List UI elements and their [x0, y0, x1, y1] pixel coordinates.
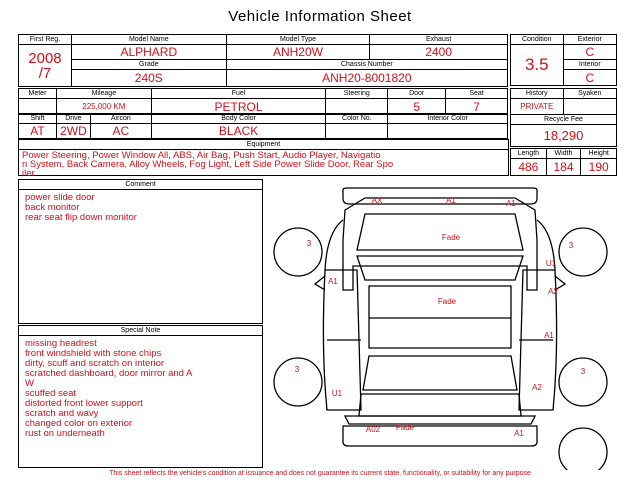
disclaimer-footer: This sheet reflects the vehicle's condition at issuance and does not guarantee its current state, functionality, or suitability for any purpose — [109, 470, 531, 477]
syaken-value — [563, 99, 616, 115]
comment-item: rear seat flip down monitor — [25, 212, 137, 223]
width-label: Width — [546, 149, 581, 159]
length-value: 486 — [511, 159, 547, 176]
hood-outline — [357, 214, 523, 250]
special-note-item: front windshield with stone chips — [25, 348, 162, 359]
special-note-list — [19, 336, 262, 442]
fuel-label: Fuel — [151, 89, 326, 99]
first-reg-month: /7 — [38, 64, 52, 82]
length-label: Length — [511, 149, 547, 159]
equipment-box — [18, 139, 509, 179]
damage-mark-tire-rr: 3 — [580, 367, 586, 376]
damage-mark-rear-a02: A02 — [365, 425, 381, 434]
first-reg-year: 2008 — [28, 49, 62, 67]
tire-rear-right-icon — [559, 358, 607, 406]
door-value: 5 — [388, 99, 446, 115]
damage-mark-tire-fl: 3 — [306, 239, 312, 248]
aircon-value: AC — [90, 124, 151, 139]
special-note-item: missing headrest — [25, 338, 97, 349]
shift-value: AT — [19, 124, 57, 139]
rear-window-outline — [363, 356, 517, 390]
syaken-label: Syaken — [563, 89, 616, 99]
meter-label: Meter — [19, 89, 57, 99]
history-value: PRIVATE — [511, 99, 564, 115]
seat-value: 7 — [446, 99, 508, 115]
damage-mark-front-left: AX — [371, 196, 383, 205]
steering-label: Steering — [326, 89, 388, 99]
chassis-value: ANH20-8001820 — [226, 70, 507, 87]
shift-label: Shift — [19, 114, 57, 124]
condition-label: Condition — [511, 35, 564, 45]
tire-front-right-icon — [559, 228, 607, 276]
history-label: History — [511, 89, 564, 99]
comment-label: Comment — [19, 180, 262, 190]
damage-mark-tire-rl: 3 — [294, 365, 300, 374]
vehicle-color-table — [18, 113, 508, 139]
mileage-value: 225,000 KM — [56, 99, 151, 115]
exterior-label: Exterior — [563, 35, 616, 45]
special-note-item: rust on underneath — [25, 428, 105, 439]
special-note-item: distorted front lower support — [25, 398, 143, 409]
damage-mark-front-right: A1 — [506, 199, 516, 208]
mileage-label: Mileage — [56, 89, 151, 99]
damage-mark-side-a2-upper: A2 — [548, 287, 558, 296]
comment-item: back monitor — [25, 202, 80, 213]
exterior-value: C — [563, 45, 616, 60]
page-title: Vehicle Information Sheet — [228, 8, 412, 25]
roof-outline — [369, 286, 511, 348]
special-note-item: scratched dashboard, door mirror and A — [25, 368, 193, 379]
special-note-item: changed color on exterior — [25, 418, 133, 429]
damage-mark-side-a2-lower: A2 — [532, 383, 542, 392]
tailgate-outline — [359, 394, 521, 416]
interior-label: Interior — [563, 60, 616, 70]
equipment-line: n System, Back Camera, Alloy Wheels, Fog Light, Left Side Power Slide Door, Rear Spo — [22, 159, 394, 170]
damage-mark-fade-roof: Fade — [437, 297, 457, 306]
model-name-value: ALPHARD — [71, 45, 226, 60]
fuel-value: PETROL — [151, 99, 326, 115]
exhaust-label: Exhaust — [370, 35, 508, 45]
exhaust-value: 2400 — [370, 45, 508, 60]
condition-value: 3.5 — [511, 45, 564, 86]
damage-mark-front-mid: A1 — [446, 196, 456, 205]
comment-box — [18, 179, 263, 324]
first-reg-value — [19, 45, 72, 87]
interior-value: C — [563, 70, 616, 86]
damage-mark-fade-rear: Fade — [395, 423, 415, 432]
car-damage-diagram — [265, 180, 625, 470]
damage-mark-side-a1-right: A1 — [544, 331, 554, 340]
drive-value: 2WD — [56, 124, 90, 139]
chassis-label: Chassis Number — [226, 60, 507, 70]
damage-mark-fade-front: Fade — [441, 233, 461, 242]
grade-label: Grade — [71, 60, 226, 70]
vehicle-info-table — [18, 34, 508, 87]
color-no-value — [326, 124, 388, 139]
grade-value: 240S — [71, 70, 226, 87]
comment-item: power slide door — [25, 192, 95, 203]
seat-label: Seat — [446, 89, 508, 99]
equipment-line: Power Steering, Power Window All, ABS, Air Bag, Push Start, Audio Player, Navigatio — [22, 150, 381, 161]
condition-table — [510, 34, 617, 86]
equipment-list — [19, 150, 508, 179]
drive-label: Drive — [56, 114, 90, 124]
windshield-outline — [357, 256, 523, 280]
equipment-label: Equipment — [19, 140, 508, 150]
first-reg-label: First Reg. — [19, 35, 72, 45]
dimensions-table — [510, 148, 617, 176]
special-note-item: dirty, scuff and scratch on interior — [25, 358, 165, 369]
special-note-item: scratch and wavy — [25, 408, 99, 419]
color-no-label: Color No. — [326, 114, 388, 124]
damage-mark-rear-a1: A1 — [514, 429, 524, 438]
model-type-label: Model Type — [226, 35, 370, 45]
door-label: Door — [388, 89, 446, 99]
body-color-value: BLACK — [151, 124, 326, 139]
width-value: 184 — [546, 159, 581, 176]
recycle-fee-label: Recycle Fee — [511, 115, 617, 125]
height-label: Height — [581, 149, 617, 159]
special-note-item: scuffed seat — [25, 388, 77, 399]
damage-mark-side-u1: U1 — [545, 259, 557, 268]
front-body-outline — [343, 198, 537, 290]
vehicle-spec-table — [18, 88, 508, 115]
model-type-value: ANH20W — [226, 45, 370, 60]
aircon-label: Aircon — [90, 114, 151, 124]
comment-list — [19, 190, 262, 226]
height-value: 190 — [581, 159, 617, 176]
interior-color-value — [388, 124, 508, 139]
body-color-label: Body Color — [151, 114, 326, 124]
history-table — [510, 88, 617, 147]
damage-mark-side-u1-lower: U1 — [331, 389, 343, 398]
interior-color-label: Interior Color — [388, 114, 508, 124]
damage-mark-side-a1-left: A1 — [328, 277, 338, 286]
equipment-line: iler — [22, 168, 35, 179]
spare-tire-icon — [559, 428, 607, 470]
model-name-label: Model Name — [71, 35, 226, 45]
special-note-box — [18, 325, 263, 468]
tire-front-left-icon — [274, 228, 322, 276]
special-note-label: Special Note — [19, 326, 262, 336]
special-note-item: W — [25, 378, 34, 389]
damage-mark-tire-fr: 3 — [568, 241, 574, 250]
recycle-fee-value: 18,290 — [511, 125, 617, 147]
